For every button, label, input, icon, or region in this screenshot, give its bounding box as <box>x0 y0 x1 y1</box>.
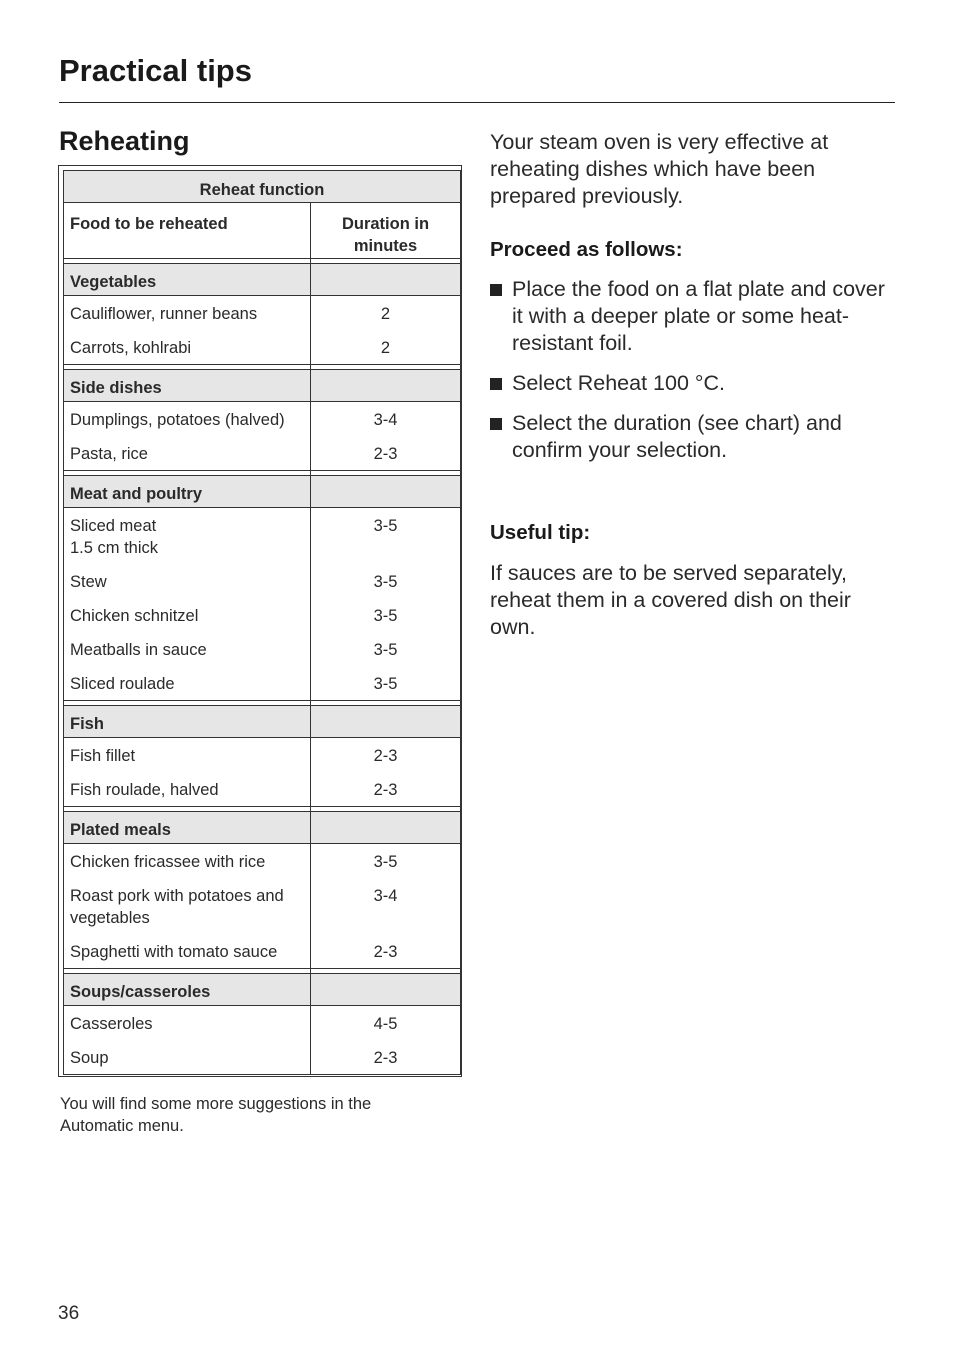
page-number: 36 <box>58 1303 80 1324</box>
column-header-food: Food to be reheated <box>64 203 311 259</box>
table-row <box>64 508 461 565</box>
food-cell: Cauliflower, runner beans <box>64 296 311 331</box>
food-cell: Carrots, kohlrabi <box>64 330 311 365</box>
category-row <box>64 812 461 844</box>
steps-list <box>490 276 890 464</box>
duration-cell: 3-5 <box>311 844 461 879</box>
table-row <box>64 598 461 632</box>
duration-cell: 2 <box>311 330 461 365</box>
duration-cell: 2-3 <box>311 1040 461 1075</box>
step-text: Select Reheat 100 °C. <box>512 371 725 395</box>
table-row <box>64 738 461 773</box>
food-cell: Sliced meat 1.5 cm thick <box>64 508 311 565</box>
duration-cell: 3-5 <box>311 508 461 565</box>
food-cell: Meatballs in sauce <box>64 632 311 666</box>
step-item <box>490 410 890 464</box>
food-cell: Spaghetti with tomato sauce <box>64 934 311 969</box>
duration-cell: 4-5 <box>311 1006 461 1041</box>
reheat-table <box>63 170 461 1075</box>
table-row <box>64 1040 461 1075</box>
duration-cell: 2-3 <box>311 772 461 807</box>
duration-cell: 3-4 <box>311 402 461 437</box>
category-row <box>64 974 461 1006</box>
intro-paragraph: Your steam oven is very effective at reheating dishes which have been prepared previously. <box>490 130 829 208</box>
duration-cell: 2-3 <box>311 436 461 471</box>
table-row <box>64 878 461 934</box>
square-bullet-icon <box>490 418 502 430</box>
table-caption-row <box>64 171 461 203</box>
section-title: Reheating <box>59 126 190 156</box>
square-bullet-icon <box>490 378 502 390</box>
duration-cell: 2-3 <box>311 934 461 969</box>
column-header-duration: Duration in minutes <box>311 203 461 259</box>
category-duration-cell <box>311 974 461 1006</box>
food-cell: Stew <box>64 564 311 598</box>
category-row <box>64 264 461 296</box>
table-row <box>64 296 461 331</box>
tip-heading: Useful tip: <box>490 521 591 544</box>
step-text: Place the food on a flat plate and cover it with a deeper plate or some heat-resistant foil. <box>512 277 885 355</box>
duration-cell: 3-5 <box>311 598 461 632</box>
food-cell: Casseroles <box>64 1006 311 1041</box>
category-duration-cell <box>311 706 461 738</box>
table-row <box>64 330 461 365</box>
category-row <box>64 476 461 508</box>
category-label: Side dishes <box>64 370 311 402</box>
food-cell: Chicken fricassee with rice <box>64 844 311 879</box>
category-row <box>64 706 461 738</box>
page-title: Practical tips <box>59 53 252 88</box>
table-row <box>64 436 461 471</box>
food-cell: Sliced roulade <box>64 666 311 701</box>
category-label: Soups/casseroles <box>64 974 311 1006</box>
table-row <box>64 666 461 701</box>
table-note: You will find some more suggestions in the Automatic menu. <box>60 1095 372 1135</box>
tip-text: If sauces are to be served separately, reheat them in a covered dish on their own. <box>490 561 851 639</box>
food-cell: Fish roulade, halved <box>64 772 311 807</box>
instructions-column <box>490 129 890 641</box>
category-label: Fish <box>64 706 311 738</box>
table-header-row <box>64 203 461 259</box>
square-bullet-icon <box>490 284 502 296</box>
duration-cell: 3-5 <box>311 632 461 666</box>
table-row <box>64 772 461 807</box>
food-cell: Roast pork with potatoes and vegetables <box>64 878 311 934</box>
table-row <box>64 564 461 598</box>
category-row <box>64 370 461 402</box>
food-cell: Chicken schnitzel <box>64 598 311 632</box>
food-cell: Soup <box>64 1040 311 1075</box>
food-cell: Pasta, rice <box>64 436 311 471</box>
step-text: Select the duration (see chart) and confirm your selection. <box>512 411 842 462</box>
category-label: Meat and poultry <box>64 476 311 508</box>
duration-cell: 3-5 <box>311 564 461 598</box>
category-duration-cell <box>311 370 461 402</box>
duration-cell: 2-3 <box>311 738 461 773</box>
table-row <box>64 934 461 969</box>
food-cell: Fish fillet <box>64 738 311 773</box>
category-duration-cell <box>311 264 461 296</box>
table-row <box>64 632 461 666</box>
table-body <box>64 259 461 1075</box>
table-row <box>64 844 461 879</box>
table-row <box>64 1006 461 1041</box>
duration-cell: 3-5 <box>311 666 461 701</box>
food-cell: Dumplings, potatoes (halved) <box>64 402 311 437</box>
table-row <box>64 402 461 437</box>
category-duration-cell <box>311 812 461 844</box>
proceed-heading: Proceed as follows: <box>490 238 683 261</box>
category-duration-cell <box>311 476 461 508</box>
table-caption: Reheat function <box>64 171 461 203</box>
duration-cell: 2 <box>311 296 461 331</box>
step-item <box>490 276 890 357</box>
duration-cell: 3-4 <box>311 878 461 934</box>
page-header <box>59 52 895 103</box>
step-item <box>490 370 890 397</box>
category-label: Vegetables <box>64 264 311 296</box>
category-label: Plated meals <box>64 812 311 844</box>
